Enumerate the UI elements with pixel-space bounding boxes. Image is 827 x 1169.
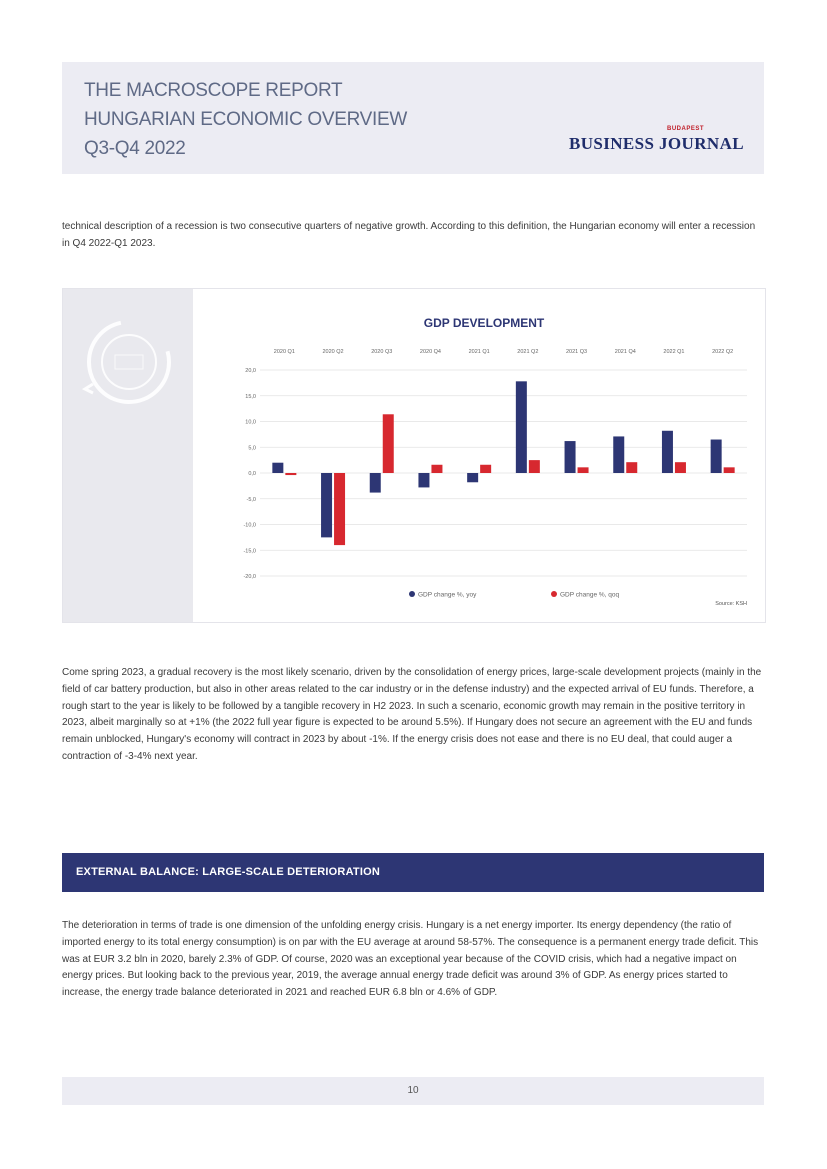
macroscope-emblem-icon bbox=[63, 289, 193, 622]
bar-yoy bbox=[370, 473, 381, 493]
bar-qoq bbox=[334, 473, 345, 545]
category-label: 2020 Q1 bbox=[273, 349, 295, 355]
bar-qoq bbox=[626, 462, 637, 473]
y-tick-label: 0,0 bbox=[248, 471, 256, 477]
page-footer bbox=[62, 1077, 764, 1105]
bar-qoq bbox=[383, 414, 394, 473]
bar-yoy bbox=[711, 440, 722, 473]
bar-qoq bbox=[724, 467, 735, 473]
recovery-paragraph: Come spring 2023, a gradual recovery is the most likely scenario, driven by the consolidation of energy prices, large-scale development projects (mainly in the field of car battery production, but also in other areas related to the car industry or in the defense industry) and the expected arrival of EU funds. Therefore, a rough start to the year is likely to be followed by a tangible recovery in H2 2023. In such a scenario, economic growth may remain in the positive territory in 2023, albeit marginally so at +1% (the 2022 full year figure is expected to be around 5.5%). If Hungary does not secure an agreement with the EU and funds remain unblocked, Hungary's economy will contract in 2023 by about -1%. If the energy crisis does not ease and there is no EU deal, that could auger a contraction of -3-4% next year. bbox=[62, 667, 762, 762]
legend-marker bbox=[551, 591, 557, 597]
bar-qoq bbox=[480, 465, 491, 473]
bar-yoy bbox=[565, 441, 576, 473]
y-tick-label: -10,0 bbox=[243, 522, 256, 529]
category-label: 2021 Q1 bbox=[468, 349, 490, 355]
bar-qoq bbox=[529, 460, 540, 473]
y-tick-label: 15,0 bbox=[245, 393, 256, 400]
category-label: 2022 Q2 bbox=[712, 349, 734, 355]
chart-panel bbox=[62, 288, 766, 623]
bar-yoy bbox=[272, 463, 283, 473]
report-subtitle: HUNGARIAN ECONOMIC OVERVIEW bbox=[84, 109, 408, 130]
bar-qoq bbox=[675, 462, 686, 473]
chart-side-panel bbox=[63, 289, 193, 622]
bar-yoy bbox=[516, 381, 527, 473]
y-tick-label: 10,0 bbox=[245, 419, 256, 426]
page-number: 10 bbox=[407, 1085, 419, 1096]
intro-paragraph: technical description of a recession is two consecutive quarters of negative growth. According to this definition, the Hungarian economy will enter a recession in Q4 2022-Q1 2023. bbox=[62, 221, 756, 249]
bar-yoy bbox=[418, 473, 429, 487]
y-tick-label: 5,0 bbox=[248, 445, 256, 452]
gdp-chart bbox=[194, 289, 764, 622]
external-balance-paragraph: The deterioration in terms of trade is one dimension of the unfolding energy crisis. Hungary is a net energy importer. Its energy dependency (the ratio of imported energy to its total energy consumption) is on par with the EU average at around 58-57%. The consequence is a permanent energy trade deficit. This was at EUR 3.2 bln in 2020, barely 2.3% of GDP. Of course, 2020 was an exceptional year because of the COVID crisis, which had a negative impact on energy prices. But looking back to the previous year, 2019, the average annual energy trade deficit was around 3% of GDP. As energy prices started to increase, the energy trade balance deteriorated in 2021 and reached EUR 6.8 bln or 4.6% of GDP. bbox=[62, 920, 759, 999]
bar-qoq bbox=[431, 465, 442, 473]
bar-yoy bbox=[662, 431, 673, 473]
publisher-logo: BUDAPEST BUSINESS JOURNAL bbox=[568, 126, 744, 153]
category-label: 2020 Q2 bbox=[322, 349, 344, 355]
category-label: 2020 Q4 bbox=[419, 349, 442, 355]
legend-label: GDP change %, qoq bbox=[560, 591, 620, 599]
chart-title: GDP DEVELOPMENT bbox=[423, 316, 545, 330]
y-tick-label: -15,0 bbox=[243, 548, 256, 555]
y-tick-label: -20,0 bbox=[243, 574, 256, 580]
category-label: 2022 Q1 bbox=[663, 349, 685, 355]
legend-label: GDP change %, yoy bbox=[418, 591, 477, 599]
bar-qoq bbox=[578, 467, 589, 473]
bar-yoy bbox=[321, 473, 332, 537]
bar-yoy bbox=[613, 436, 624, 473]
category-label: 2021 Q2 bbox=[517, 349, 539, 355]
section-heading-bar bbox=[62, 853, 764, 892]
category-label: 2021 Q4 bbox=[614, 349, 636, 355]
report-period: Q3-Q4 2022 bbox=[84, 138, 186, 159]
report-title: THE MACROSCOPE REPORT bbox=[84, 80, 343, 101]
report-title-block bbox=[84, 76, 407, 163]
legend-marker bbox=[409, 591, 415, 597]
category-label: 2021 Q3 bbox=[565, 349, 588, 355]
chart-source: Source: KSH bbox=[715, 601, 747, 607]
y-tick-label: -5,0 bbox=[246, 496, 256, 503]
report-header bbox=[62, 62, 764, 174]
bar-yoy bbox=[467, 473, 478, 482]
y-tick-label: 20,0 bbox=[245, 368, 256, 374]
bar-qoq bbox=[285, 473, 296, 475]
section-heading: EXTERNAL BALANCE: LARGE-SCALE DETERIORATION bbox=[76, 866, 380, 878]
category-label: 2020 Q3 bbox=[371, 349, 393, 355]
